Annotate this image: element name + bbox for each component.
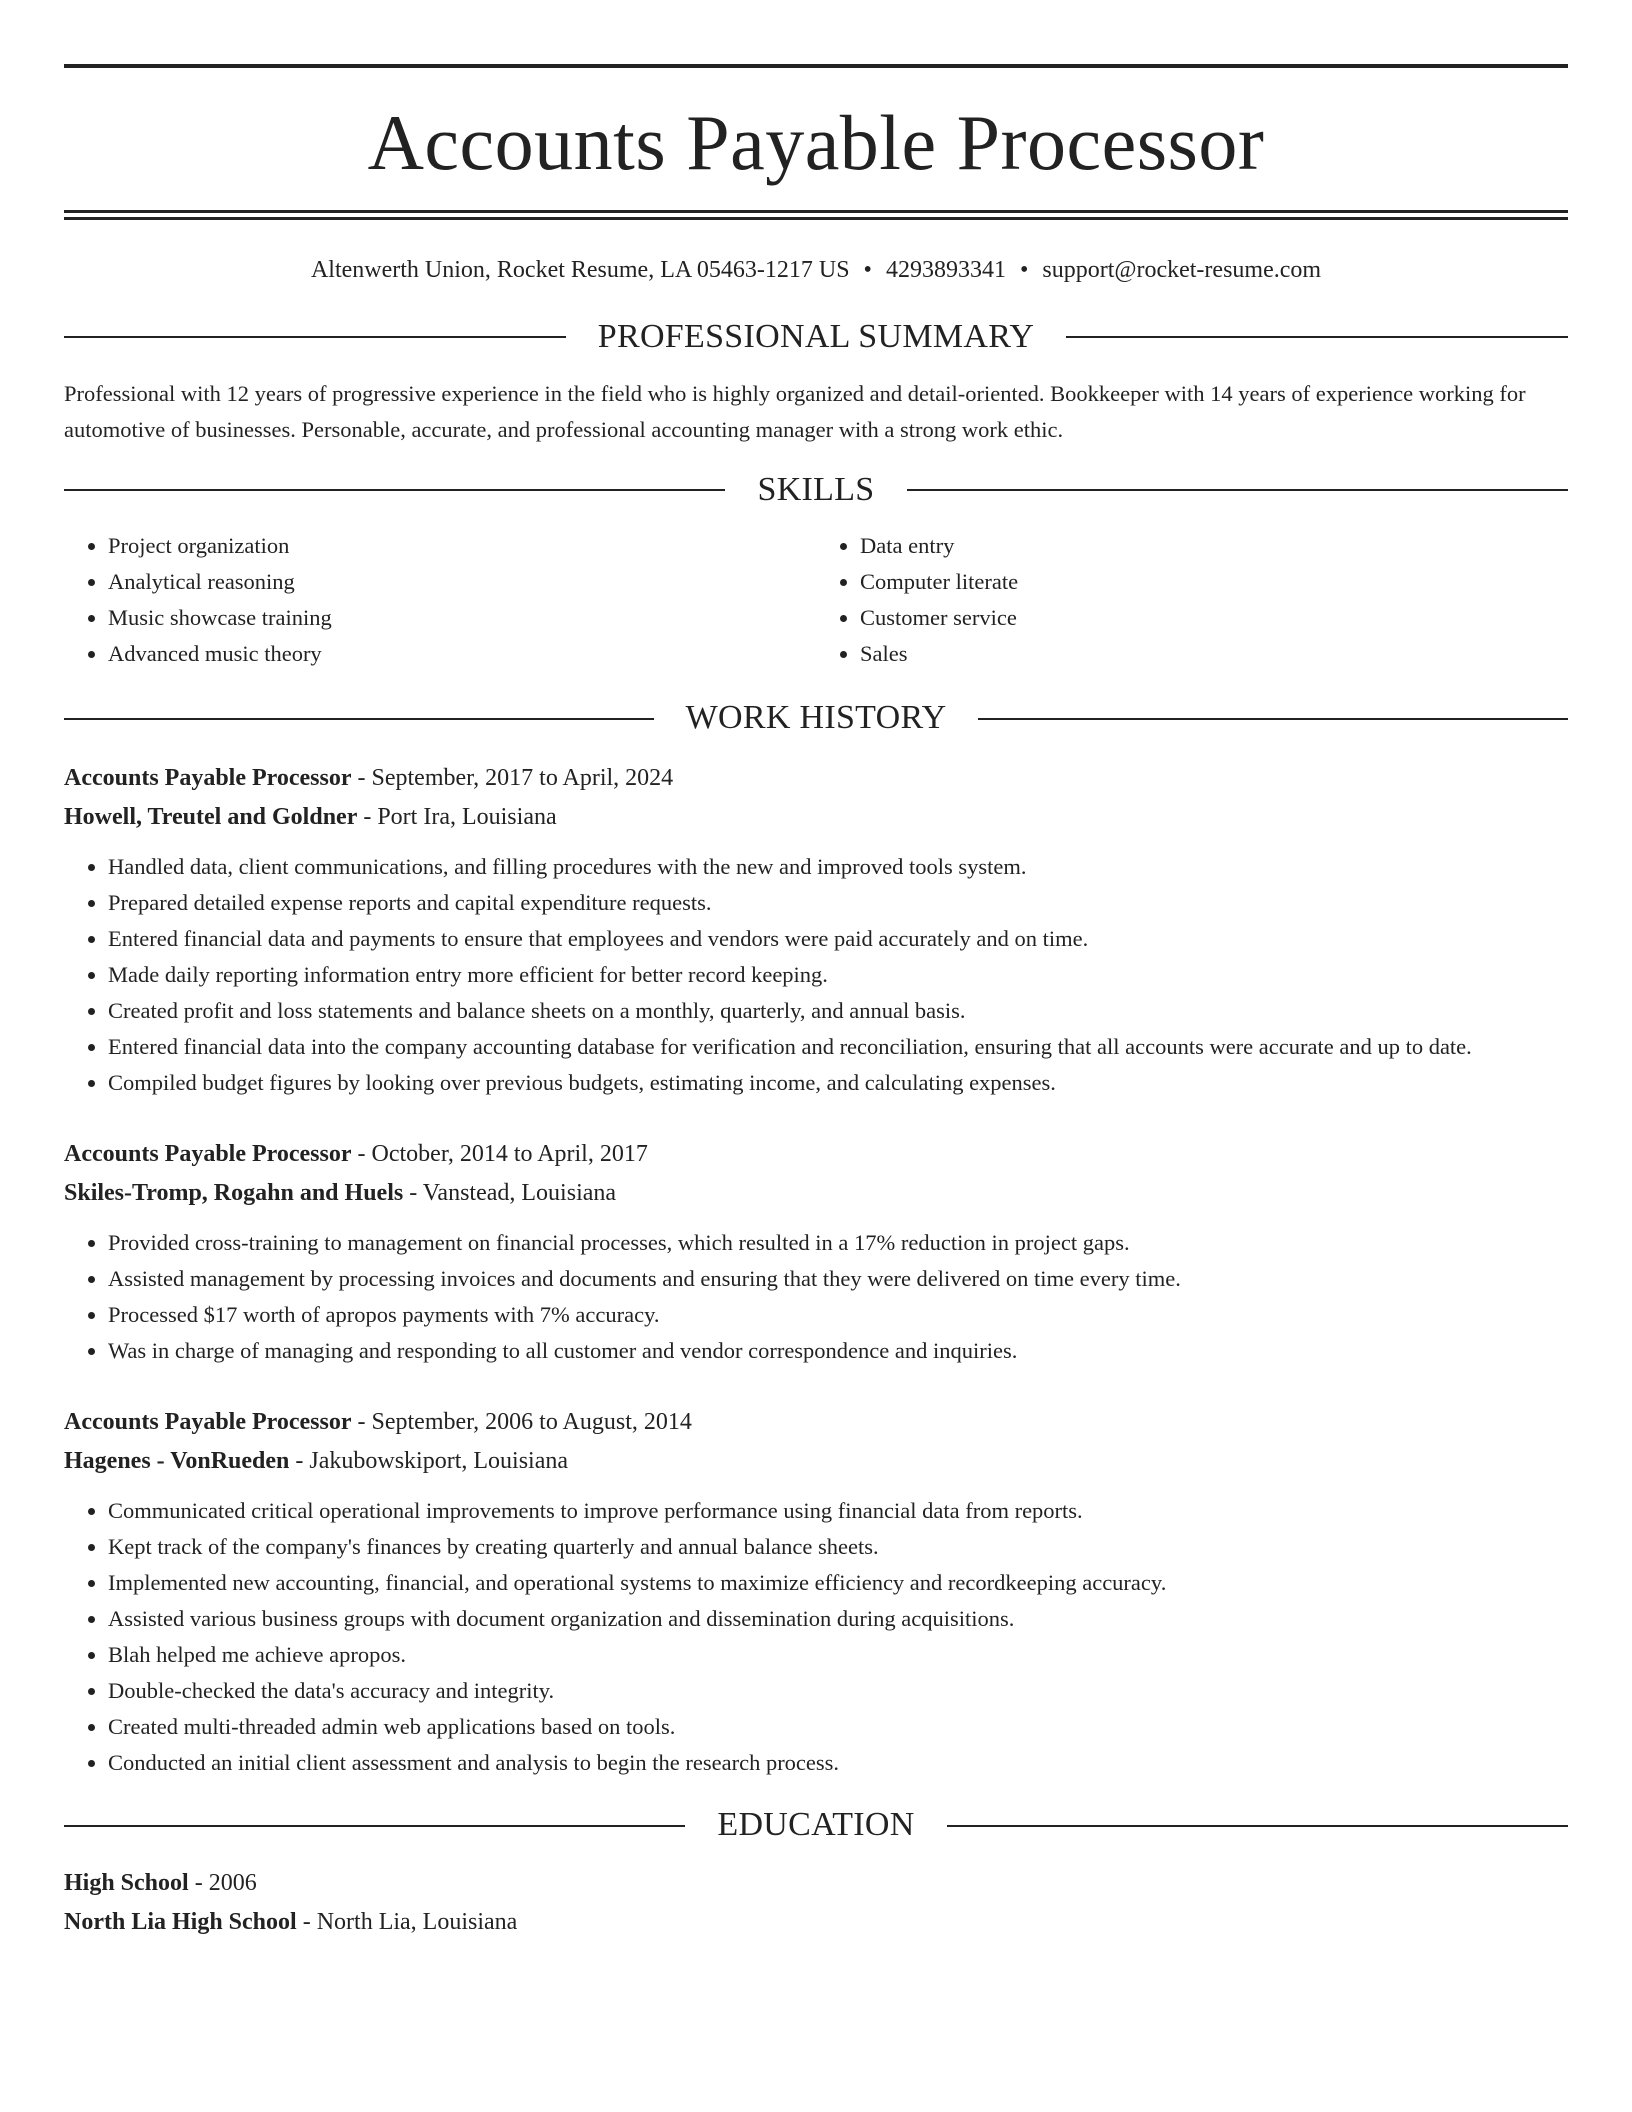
heading-rule-left bbox=[64, 489, 725, 491]
job-bullets bbox=[64, 849, 1568, 1101]
skills-section-heading bbox=[64, 470, 1568, 511]
job-title-line bbox=[64, 759, 1568, 798]
skill-item: • Analytical reasoning bbox=[108, 564, 816, 600]
job-bullet: • Kept track of the company's finances by creating quarterly and annual balance sheets. bbox=[108, 1529, 1568, 1565]
job-title-line bbox=[64, 1135, 1568, 1174]
job-company-line bbox=[64, 1174, 1568, 1213]
job-bullet: • Processed $17 worth of apropos payments with 7% accuracy. bbox=[108, 1297, 1568, 1333]
resume-title: Accounts Payable Processor bbox=[367, 99, 1265, 186]
job-bullets bbox=[64, 1493, 1568, 1781]
contact-line bbox=[64, 256, 1568, 285]
job-company: Hagenes - VonRueden bbox=[64, 1448, 290, 1475]
job-bullet: • Blah helped me achieve apropos. bbox=[108, 1637, 1568, 1673]
job-bullet: • Made daily reporting information entry more efficient for better record keeping. bbox=[108, 957, 1568, 993]
job-company-line bbox=[64, 1442, 1568, 1481]
job-entry bbox=[64, 759, 1568, 1101]
job-location: - Jakubowskiport, Louisiana bbox=[289, 1448, 568, 1475]
heading-rule-left bbox=[64, 1825, 685, 1827]
job-bullet: • Entered financial data and payments to ensure that employees and vendors were paid accurately and on time. bbox=[108, 921, 1568, 957]
skill-item: • Project organization bbox=[108, 528, 816, 564]
skills-heading: SKILLS bbox=[757, 470, 875, 508]
education-school: North Lia High School bbox=[64, 1908, 297, 1935]
job-bullet: • Conducted an initial client assessment and analysis to begin the research process. bbox=[108, 1745, 1568, 1781]
job-bullet: • Created multi-threaded admin web applications based on tools. bbox=[108, 1709, 1568, 1745]
contact-email: support@rocket-resume.com bbox=[1042, 257, 1322, 283]
contact-separator: • bbox=[863, 257, 872, 283]
job-bullet: • Provided cross-training to management on financial processes, which resulted in a 17% reduction in project gaps. bbox=[108, 1225, 1568, 1261]
job-bullet: • Assisted management by processing invoices and documents and ensuring that they were delivered on time every time. bbox=[108, 1261, 1568, 1297]
contact-address: Altenwerth Union, Rocket Resume, LA 05463-1217 US bbox=[310, 257, 850, 283]
work-heading: WORK HISTORY bbox=[685, 699, 947, 737]
skill-item: • Music showcase training bbox=[108, 600, 816, 636]
heading-rule-right bbox=[978, 718, 1568, 720]
job-entry bbox=[64, 1403, 1568, 1781]
education-section-heading bbox=[64, 1805, 1568, 1846]
skill-item: • Computer literate bbox=[860, 564, 1568, 600]
job-bullet: • Created profit and loss statements and balance sheets on a monthly, quarterly, and annual basis. bbox=[108, 993, 1568, 1029]
skill-item: • Advanced music theory bbox=[108, 636, 816, 672]
education-heading: EDUCATION bbox=[717, 1806, 915, 1844]
education-school-line bbox=[64, 1903, 1568, 1942]
summary-section-heading bbox=[64, 317, 1568, 358]
job-bullet: • Compiled budget figures by looking over previous budgets, estimating income, and calculating expenses. bbox=[108, 1065, 1568, 1101]
job-bullet: • Was in charge of managing and responding to all customer and vendor correspondence and inquiries. bbox=[108, 1333, 1568, 1369]
heading-rule-left bbox=[64, 718, 654, 720]
work-section-heading bbox=[64, 698, 1568, 739]
skills-list bbox=[64, 528, 1568, 672]
job-title: Accounts Payable Processor bbox=[64, 1141, 352, 1168]
title-double-rule bbox=[64, 210, 1568, 220]
education-year: - 2006 bbox=[188, 1869, 257, 1896]
job-bullet: • Prepared detailed expense reports and capital expenditure requests. bbox=[108, 885, 1568, 921]
skill-item: • Customer service bbox=[860, 600, 1568, 636]
job-company-line bbox=[64, 798, 1568, 837]
education-location: - North Lia, Louisiana bbox=[296, 1908, 518, 1935]
education-entry bbox=[64, 1864, 1568, 1942]
heading-rule-right bbox=[947, 1825, 1568, 1827]
education-degree: High School bbox=[64, 1869, 189, 1896]
job-bullet: • Double-checked the data's accuracy and integrity. bbox=[108, 1673, 1568, 1709]
heading-rule-right bbox=[1066, 336, 1568, 338]
job-bullets bbox=[64, 1225, 1568, 1369]
job-bullet: • Entered financial data into the company accounting database for verification and reconciliation, ensuring that all accounts were accurate and up to date. bbox=[108, 1029, 1568, 1065]
job-dates: - October, 2014 to April, 2017 bbox=[351, 1141, 648, 1168]
job-bullet: • Implemented new accounting, financial, and operational systems to maximize efficiency and recordkeeping accuracy. bbox=[108, 1565, 1568, 1601]
job-location: - Port Ira, Louisiana bbox=[357, 804, 557, 831]
contact-separator: • bbox=[1019, 257, 1029, 283]
job-bullet: • Assisted various business groups with document organization and dissemination during acquisitions. bbox=[108, 1601, 1568, 1637]
heading-rule-left bbox=[64, 336, 566, 338]
job-bullet: • Communicated critical operational improvements to improve performance using financial data from reports. bbox=[108, 1493, 1568, 1529]
job-title: Accounts Payable Processor bbox=[64, 765, 352, 792]
job-title-line bbox=[64, 1403, 1568, 1442]
job-location: - Vanstead, Louisiana bbox=[403, 1180, 617, 1207]
job-entry bbox=[64, 1135, 1568, 1369]
job-dates: - September, 2017 to April, 2024 bbox=[351, 765, 674, 792]
skills-column-right bbox=[816, 528, 1568, 672]
heading-rule-right bbox=[907, 489, 1568, 491]
top-rule bbox=[64, 64, 1568, 68]
job-title: Accounts Payable Processor bbox=[64, 1409, 352, 1436]
summary-heading: PROFESSIONAL SUMMARY bbox=[597, 317, 1035, 355]
job-company: Howell, Treutel and Goldner bbox=[64, 804, 358, 831]
job-dates: - September, 2006 to August, 2014 bbox=[351, 1409, 692, 1436]
summary-text: Professional with 12 years of progressive experience in the field who is highly organized and detail-oriented. Bookkeeper with 14 years of experience working for automotive of businesses. Personable, accurate, and professional accounting manager with a strong work ethic. bbox=[64, 380, 1526, 442]
education-degree-line bbox=[64, 1864, 1568, 1903]
contact-phone: 4293893341 bbox=[885, 257, 1006, 283]
job-company: Skiles-Tromp, Rogahn and Huels bbox=[64, 1180, 404, 1207]
job-bullet: • Handled data, client communications, and filling procedures with the new and improved tools system. bbox=[108, 849, 1568, 885]
skill-item: • Sales bbox=[860, 636, 1568, 672]
skill-item: • Data entry bbox=[860, 528, 1568, 564]
skills-column-left bbox=[64, 528, 816, 672]
